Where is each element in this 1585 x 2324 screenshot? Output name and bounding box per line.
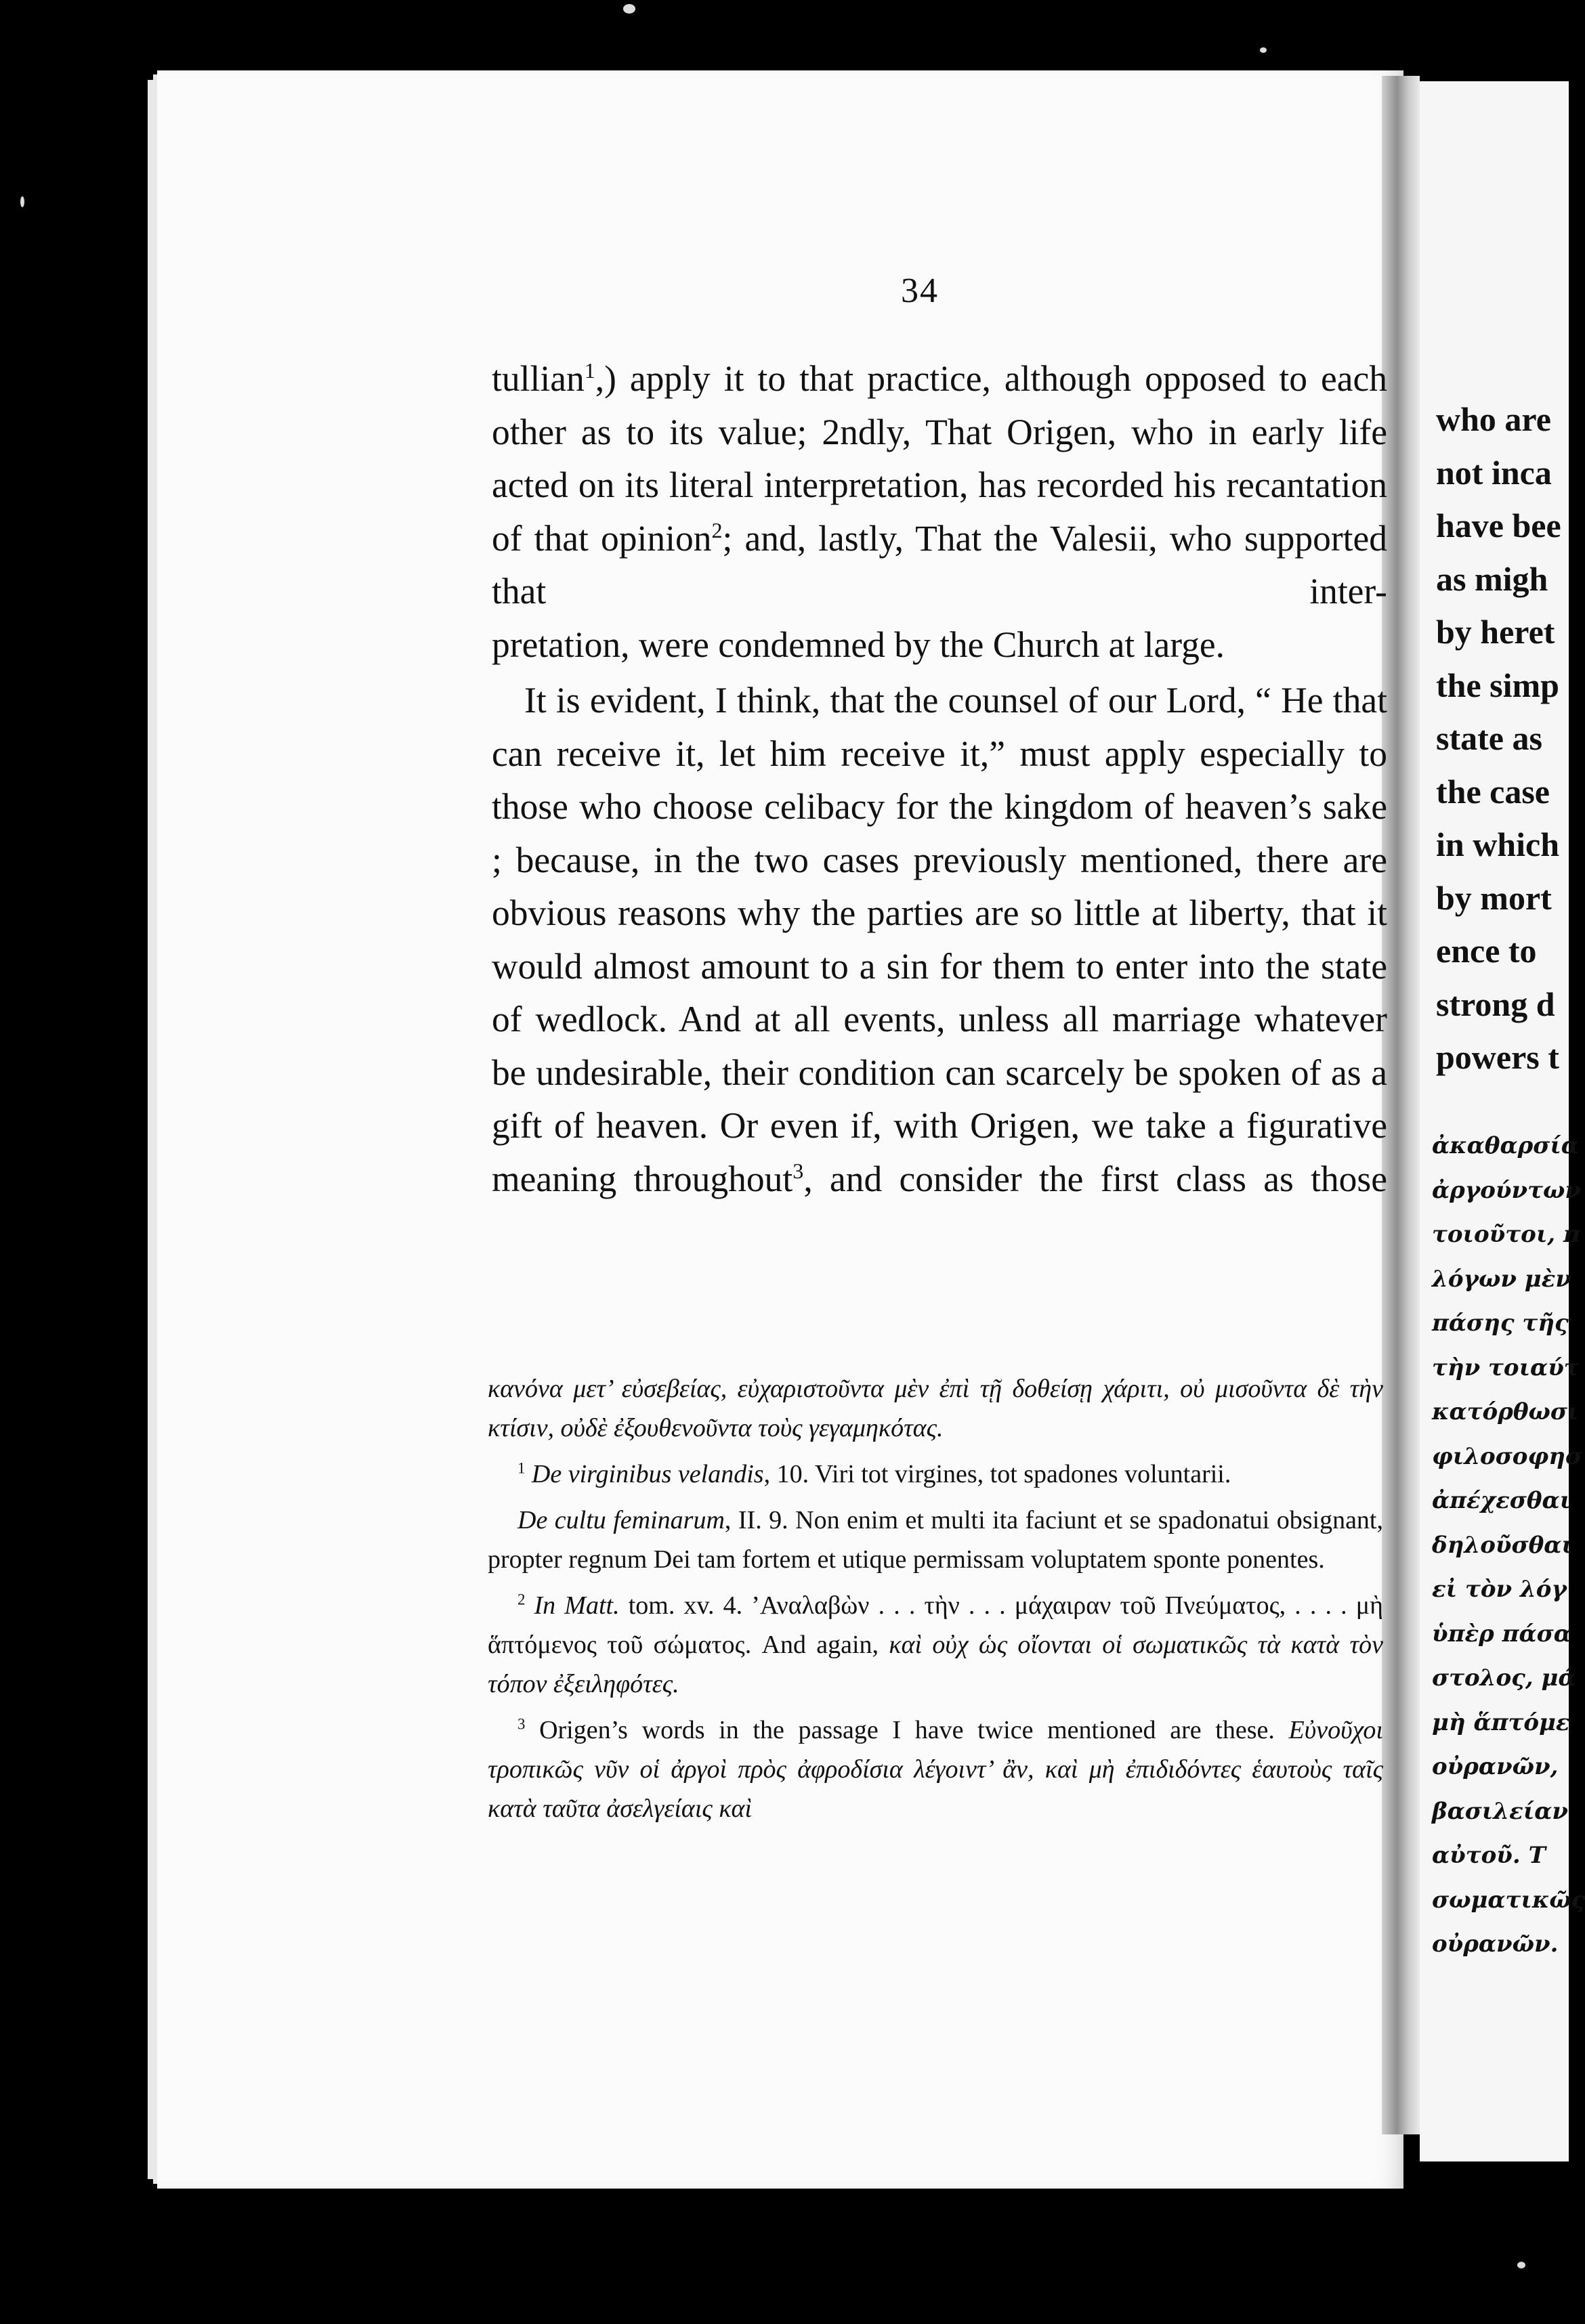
work-title: In Matt. (534, 1591, 620, 1620)
text-line: pretation, were condemned by the Church at large. (492, 624, 1225, 665)
right-greek-line: οὐρανῶν. (1432, 1931, 1559, 1958)
footnote-number: 2 (517, 1591, 526, 1608)
right-greek-line: λόγων μὲν (1432, 1265, 1571, 1293)
footnotes (488, 1369, 1383, 1828)
footnote-text: , 10. Viri tot virgines, tot spadones voluntarii. (763, 1460, 1231, 1488)
scan-speck (20, 196, 24, 207)
right-greek-line: δηλοῦσθαι (1432, 1531, 1573, 1559)
footnote-number: 3 (517, 1715, 526, 1733)
text-line: who in early life acted on its literal interpretation, (492, 411, 1388, 505)
right-greek-line: πάσης τῆς (1432, 1310, 1569, 1337)
right-page-text (1436, 393, 1561, 1084)
right-line: who are (1436, 400, 1551, 438)
right-line: powers t (1436, 1038, 1559, 1076)
footnote-1 (488, 1455, 1383, 1494)
right-greek-line: ἀργούντων (1432, 1176, 1581, 1204)
text-line: has recorded his recantation of that opinion (492, 465, 1387, 559)
right-line: have bee (1436, 507, 1561, 544)
right-greek-line: τὴν τοιαύτ (1432, 1354, 1580, 1381)
footnote-text: And again, (751, 1631, 889, 1659)
footnote-3 (488, 1710, 1383, 1828)
right-line: the case (1436, 772, 1550, 811)
text-line: ,) apply it to that practice, although opposed (595, 358, 1266, 399)
footnote-1-continued (488, 1501, 1383, 1579)
paragraph-1-end (492, 618, 1387, 672)
text-line: ; and, (722, 517, 807, 559)
page-number: 34 (901, 272, 939, 310)
right-greek-line: εἰ τὸν λόγ (1432, 1576, 1567, 1603)
book-spine (1382, 76, 1420, 2134)
scan-speck (1260, 47, 1267, 53)
right-greek-line: σωματικῶς (1432, 1886, 1585, 1914)
right-greek-line: ἀπέχεσθαι (1432, 1487, 1571, 1514)
paragraph-text: It is evident, I think, that the counsel of our Lord, “ He that can receive it, let him receive it,” must apply especially to those who choose celibacy for the kingdom of heaven’s sake ; because, in the two cases previously mentioned, there are obvious reasons why the parties are so little at liberty, that it would almost amount to a sin for them to enter into the state of wedlock. And at all events, unless all marriage whatever be undesirable, their condition can scarcely be spoken of as a gift of heaven. Or even if, with Origen, we take a figurative meaning throughout (492, 680, 1387, 1199)
right-greek-line: ὑπὲρ πάσα (1432, 1620, 1571, 1648)
right-line: as migh (1436, 559, 1548, 598)
footnote-number: 1 (517, 1459, 526, 1477)
paragraph-2 (492, 674, 1387, 1205)
right-greek-line: αὐτοῦ. T (1432, 1842, 1546, 1869)
right-greek-line: μὴ ἅπτόμε (1432, 1708, 1570, 1736)
footnote-text: Origen’s words in the passage I have twice mentioned are these. (525, 1716, 1289, 1744)
right-page-greek (1432, 1124, 1585, 1967)
right-greek-line: τοιοῦτοι, π (1432, 1221, 1580, 1248)
footnote-mark: 3 (792, 1158, 804, 1183)
right-line: not inca (1436, 453, 1552, 492)
work-title: De virginibus velandis (531, 1460, 764, 1488)
right-line: ence to (1436, 932, 1537, 970)
text-line: lastly, That the Valesii, who supported that inter- (492, 517, 1387, 611)
right-greek-line: φιλοσοφησ (1432, 1442, 1583, 1470)
work-title: De cultu feminarum (517, 1506, 725, 1534)
right-line: strong d (1436, 985, 1555, 1023)
right-line: by heret (1436, 613, 1555, 651)
right-line: by mort (1436, 878, 1552, 917)
footnote-text: tom. xv. 4. ’Αναλαβὼν . . . τὴν . . . μάχαιραν τοῦ Πνεύματος, . . . . μὴ ἅπτόμενος τοῦ σώματος. (488, 1591, 1383, 1659)
footnote-mark: 2 (711, 517, 723, 542)
right-line: state as (1436, 719, 1542, 757)
text-line: to each other as to its value; 2ndly, That Origen, (492, 358, 1388, 452)
scan-speck (1517, 2262, 1525, 2268)
scan-speck (623, 4, 635, 14)
paragraph-1 (492, 352, 1387, 618)
footnote-greek: καὶ οὐχ ὡς οἴονται οἱ σωματικῶς τὰ κατὰ τὸν τόπον ἐξειληφότες. (488, 1631, 1383, 1698)
footnote-mark: 1 (584, 358, 595, 383)
text-line: tullian (492, 358, 585, 399)
right-line: in which (1436, 825, 1560, 863)
main-text (492, 352, 1387, 1205)
right-greek-line: στολος, μά (1432, 1664, 1576, 1692)
footnote-text: , II. 9. Non enim et multi ita faciunt et se spadonatui obsignant, propter regnum Dei tam fortem et utique permissam voluptatem sponte ponentes. (488, 1506, 1383, 1574)
right-greek-line: βασιλείαν (1432, 1797, 1568, 1825)
footnote-greek-continuation: κανόνα μετ’ εὐσεβείας, εὐχαριστοῦντα μὲν ἐπὶ τῇ δοθείσῃ χάριτι, οὐ μισοῦντα δὲ τὴν κτίσιν, οὐδὲ ἐξουθενοῦντα τοὺς γεγαμηκότας. (488, 1375, 1383, 1442)
footnote-2 (488, 1586, 1383, 1704)
right-greek-line: οὐρανῶν, (1432, 1753, 1559, 1780)
paragraph-text: , and consider the first class as those (803, 1158, 1387, 1199)
footnote-greek: Εὐνοῦχοι τροπικῶς νῦν οἱ ἀργοὶ πρὸς ἀφροδίσια λέγοιντ’ ἂν, καὶ μὴ ἐπιδιδόντες ἑαυτοὺς ταῖς κατὰ ταῦτα ἀσελγείαις καὶ (488, 1716, 1383, 1823)
right-greek-line: ἀκαθαρσία (1432, 1132, 1579, 1159)
right-greek-line: κατόρθωσι (1432, 1398, 1579, 1425)
right-line: the simp (1436, 666, 1559, 704)
